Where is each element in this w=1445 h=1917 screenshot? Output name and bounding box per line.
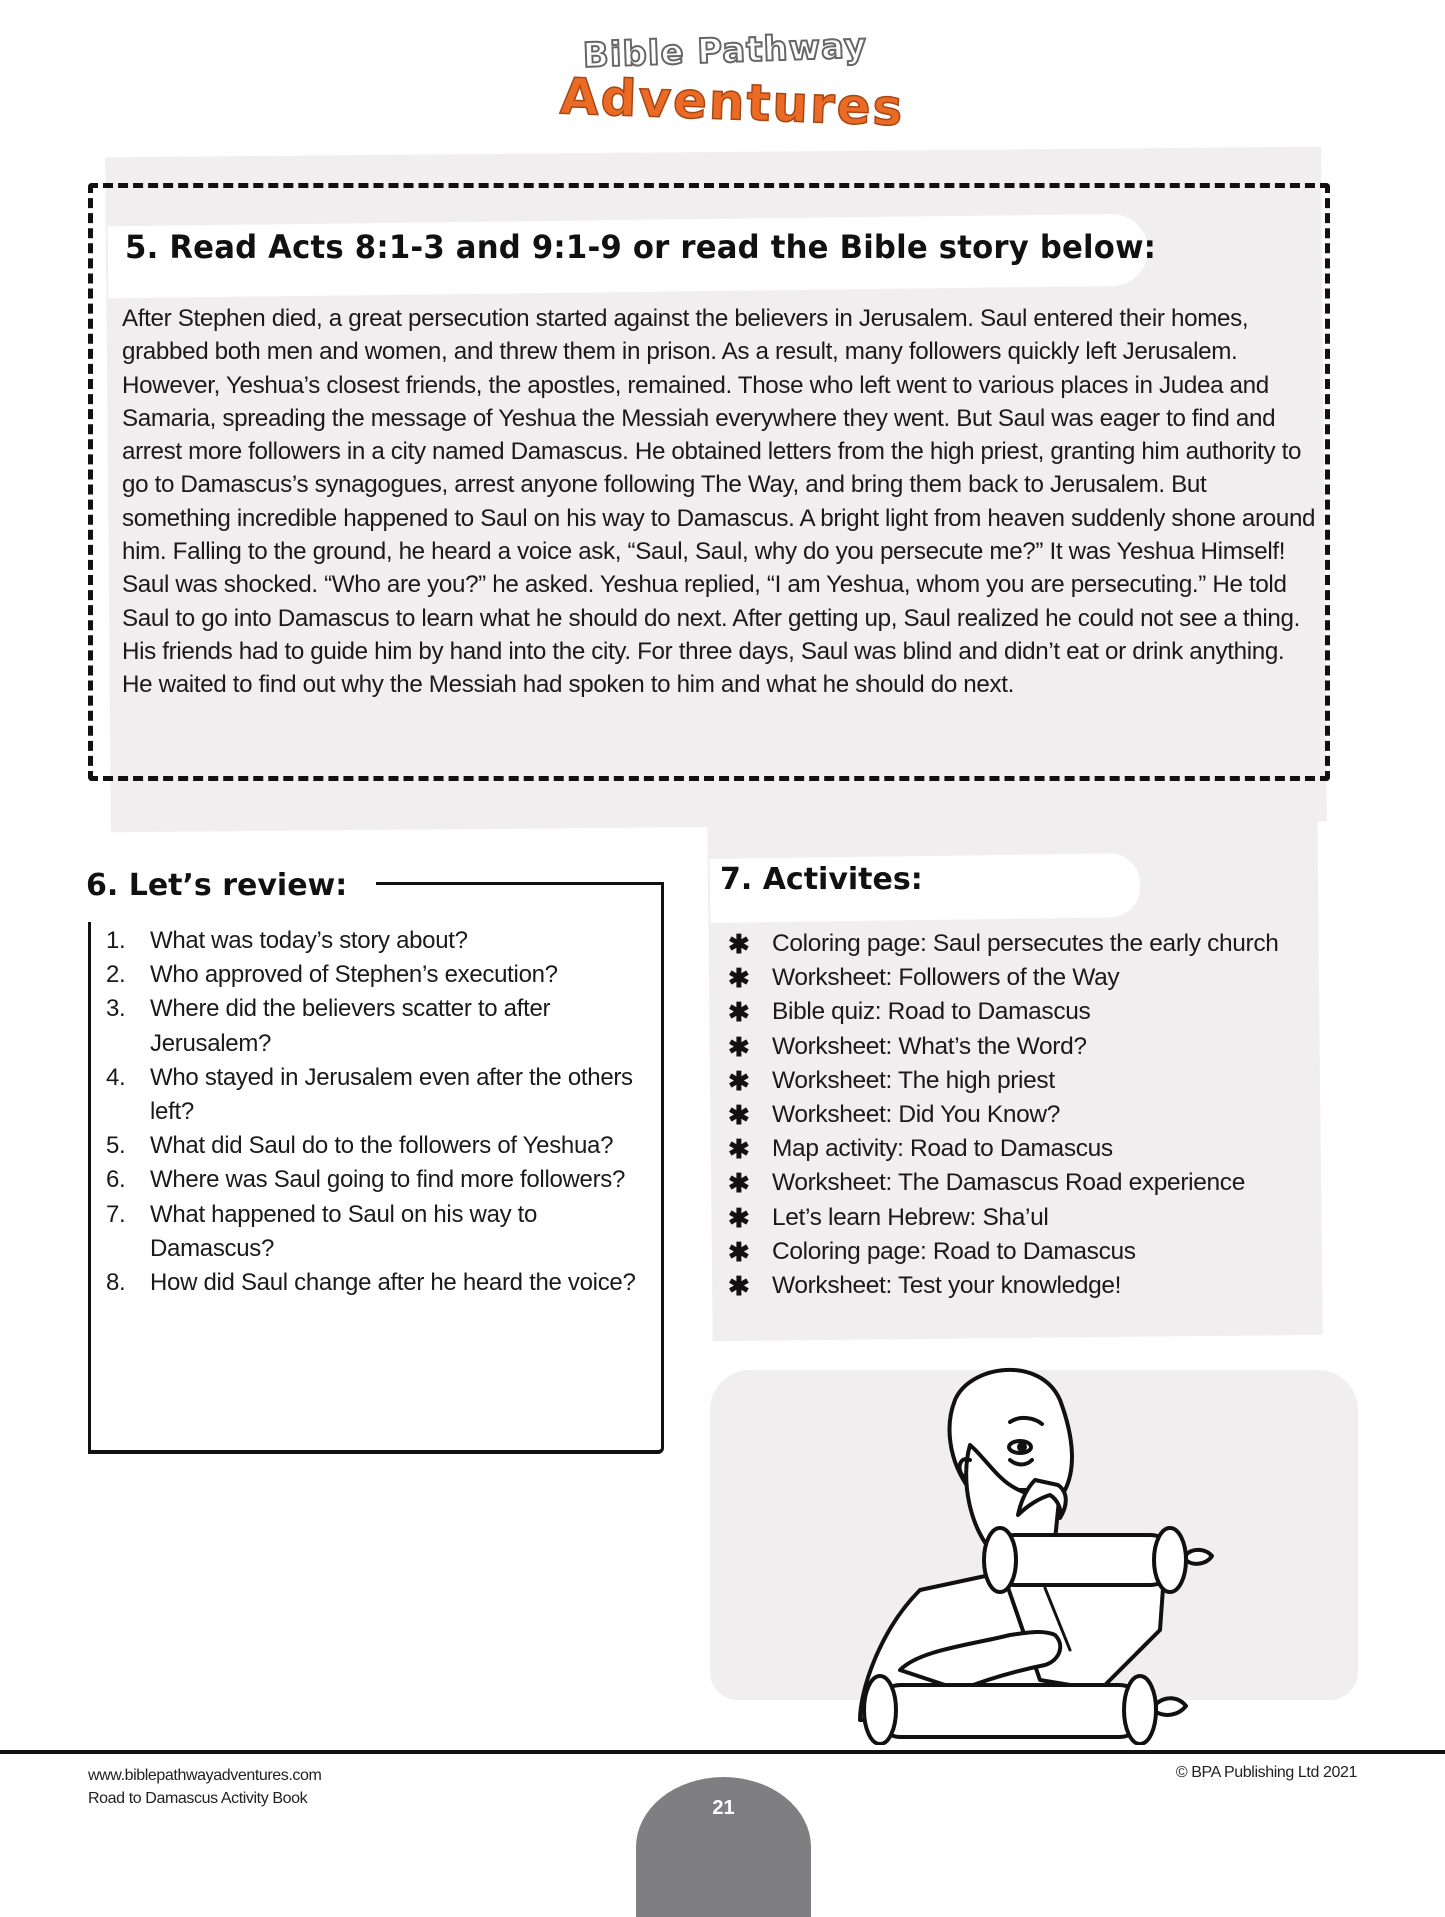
- question-number: 4.: [106, 1063, 126, 1091]
- question-text: Who stayed in Jerusalem even after the others left?: [150, 1063, 633, 1126]
- question-text: What happened to Saul on his way to Damascus?: [150, 1200, 538, 1262]
- activity-label: Let’s learn Hebrew: Sha’ul: [772, 1203, 1049, 1231]
- question-text: Where was Saul going to find more followers?: [150, 1166, 626, 1194]
- section5-title: 5. Read Acts 8:1-3 and 9:1-9 or read the Bible story below:: [125, 228, 1157, 266]
- brand-logo: [559, 26, 906, 140]
- footer-website-link[interactable]: www.biblepathwayadventures.com: [88, 1767, 322, 1784]
- question-number: 2.: [106, 961, 126, 989]
- review-question: [106, 1061, 646, 1129]
- question-number: 1.: [106, 927, 126, 954]
- activity-label: Worksheet: Test your knowledge!: [772, 1272, 1122, 1300]
- question-text: What was today’s story about?: [150, 927, 468, 954]
- question-text: Who approved of Stephen’s execution?: [150, 961, 558, 989]
- activity-item: [728, 1201, 1328, 1235]
- activity-item: [728, 1030, 1328, 1064]
- activity-label: Worksheet: The high priest: [772, 1066, 1055, 1094]
- question-text: What did Saul do to the followers of Yeshua?: [150, 1132, 614, 1160]
- question-number: 7.: [106, 1200, 126, 1228]
- activity-label: Coloring page: Road to Damascus: [772, 1237, 1136, 1265]
- review-question: [106, 992, 646, 1060]
- asterisk-icon: ✱: [728, 1271, 750, 1302]
- asterisk-icon: ✱: [728, 997, 750, 1028]
- activity-label: Worksheet: Followers of the Way: [772, 964, 1120, 992]
- saul-writing-scroll-illustration: [820, 1360, 1280, 1745]
- question-number: 8.: [106, 1269, 126, 1297]
- activity-item: [728, 927, 1328, 961]
- page-number: 21: [712, 1797, 735, 1819]
- activity-label: Worksheet: What’s the Word?: [772, 1032, 1087, 1060]
- footer-left-block: [88, 1764, 321, 1810]
- section7-title: 7. Activites:: [720, 862, 923, 897]
- review-question: [106, 1198, 646, 1266]
- question-text: Where did the believers scatter to after Jerusalem?: [150, 995, 551, 1057]
- activity-label: Coloring page: Saul persecutes the early church: [772, 930, 1279, 957]
- section6-title: 6. Let’s review:: [86, 868, 348, 903]
- logo-line-adventures: Adventures: [559, 67, 906, 138]
- activity-item: [728, 961, 1328, 995]
- activity-label: Bible quiz: Road to Damascus: [772, 998, 1091, 1026]
- asterisk-icon: ✱: [728, 1065, 750, 1096]
- asterisk-icon: ✱: [728, 1100, 750, 1131]
- activity-item: [728, 1269, 1328, 1303]
- review-box-top-line: [376, 882, 664, 885]
- review-question: [106, 1163, 646, 1197]
- question-number: 3.: [106, 995, 126, 1023]
- logo-line-bible-pathway: Bible Pathway: [582, 26, 868, 76]
- activities-list: [728, 927, 1328, 1303]
- activity-label: Worksheet: Did You Know?: [772, 1101, 1061, 1129]
- footer-divider: [0, 1750, 1445, 1754]
- asterisk-icon: ✱: [728, 1134, 750, 1165]
- activity-label: Worksheet: The Damascus Road experience: [772, 1169, 1245, 1197]
- review-question: [106, 1129, 646, 1163]
- footer-copyright: © BPA Publishing Ltd 2021: [1175, 1764, 1357, 1781]
- asterisk-icon: ✱: [728, 963, 750, 994]
- footer-book-title: Road to Damascus Activity Book: [88, 1790, 308, 1807]
- asterisk-icon: ✱: [728, 1236, 750, 1267]
- activity-label: Map activity: Road to Damascus: [772, 1135, 1113, 1163]
- activity-item: [728, 995, 1328, 1029]
- asterisk-icon: ✱: [728, 1031, 750, 1062]
- activity-item: [728, 1166, 1328, 1200]
- asterisk-icon: ✱: [728, 1202, 750, 1233]
- question-number: 6.: [106, 1166, 126, 1194]
- activity-item: [728, 1132, 1328, 1166]
- question-text: How did Saul change after he heard the voice?: [150, 1269, 636, 1297]
- review-question: [106, 1266, 646, 1300]
- review-question: [106, 958, 646, 992]
- asterisk-icon: ✱: [728, 1168, 750, 1199]
- review-question: [106, 924, 646, 958]
- question-number: 5.: [106, 1132, 126, 1160]
- lower-scroll-rod: [875, 1685, 1145, 1737]
- section5-story-text: After Stephen died, a great persecution started against the believers in Jerusalem. Saul entered their homes, grabbed both men and women, and threw them in prison. As a result, many followers quickly left Jerusalem. However, Yeshua’s closest friends, the apostles, remained. Those who left went to various places in Judea and Samaria, spreading the message of Yeshua the Messiah everywhere they went. But Saul was eager to find and arrest more followers in a city named Damascus. He obtained letters from the high priest, granting him authority to go to Damascus’s synagogues, arrest anyone following The Way, and bring them back to Jerusalem. But something incredible happened to Saul on his way to Damascus. A bright light from heaven suddenly shone around him. Falling to the ground, he heard a voice ask, “Saul, Saul, why do you persecute me?” It was Yeshua Himself! Saul was shocked. “Who are you?” he asked. Yeshua replied, “I am Yeshua, whom you are persecuting.” He told Saul to go into Damascus to learn what he should do next. After getting up, Saul realized he could not see a thing. His friends had to guide him by hand into the city. For three days, Saul was blind and didn’t eat or drink anything. He waited to find out why the Messiah had spoken to him and what he should do next.: [122, 305, 1316, 699]
- activity-item: [728, 1098, 1328, 1132]
- asterisk-icon: ✱: [728, 929, 750, 959]
- activity-item: [728, 1064, 1328, 1098]
- activity-item: [728, 1235, 1328, 1269]
- review-questions-list: [106, 924, 646, 1300]
